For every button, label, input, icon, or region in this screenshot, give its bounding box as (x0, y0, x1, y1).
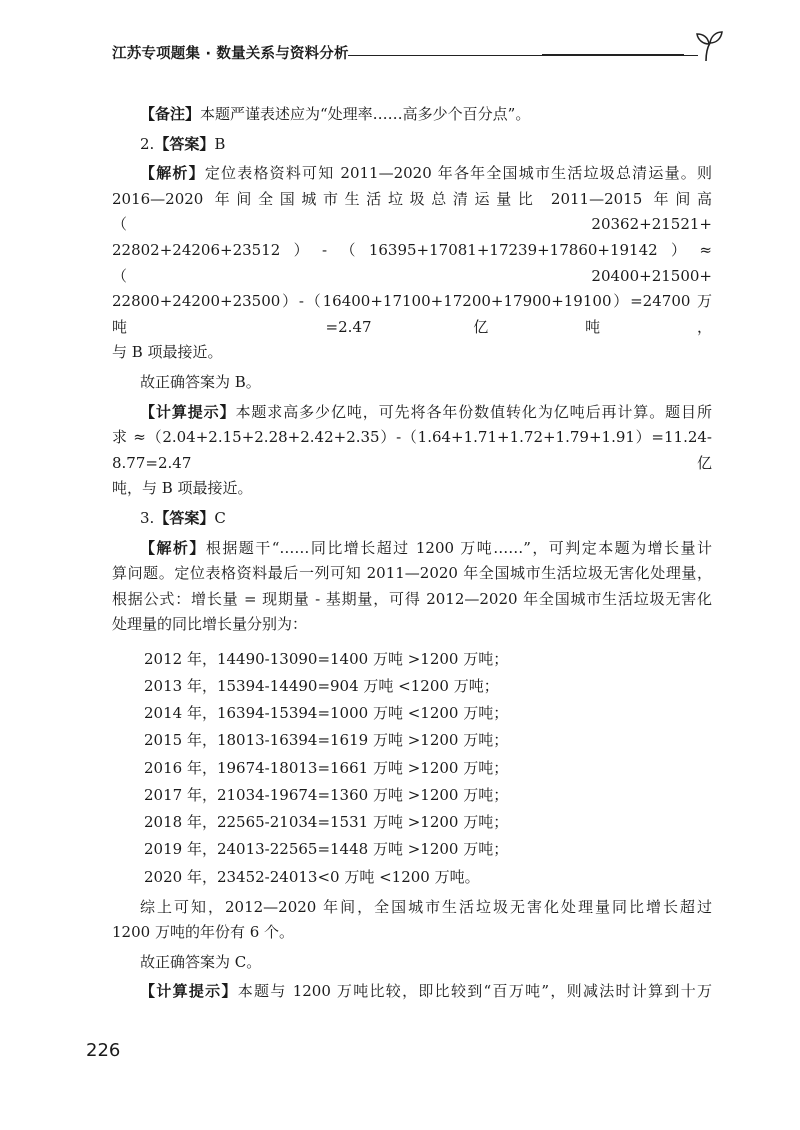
q2-tip-text-1: 本题求高多少亿吨，可先将各年份数值转化为亿吨后再计算。题目所 (235, 402, 712, 421)
q2-analysis-line-4: 22800+24200+23500）-（16400+17100+17200+17900+19100）=24700 万吨 =2.47 亿吨， (112, 292, 712, 336)
remark-paragraph (112, 102, 712, 128)
header-title: 江苏专项题集 · 数量关系与资料分析 (112, 46, 349, 62)
q3-tip-tag: 【计算提示】 (140, 982, 238, 1001)
page-content (112, 102, 712, 1005)
q3-calc-2016: 2016 年，19674-18013=1661 万吨 >1200 万吨； (144, 758, 509, 777)
page-number: 226 (86, 1040, 121, 1061)
q3-calc-2018: 2018 年，22565-21034=1531 万吨 >1200 万吨； (144, 813, 509, 832)
remark-tag: 【备注】 (140, 105, 201, 123)
q2-answer-tag: 【答案】 (154, 134, 215, 153)
q2-conclusion: 故正确答案为 B。 (140, 372, 261, 391)
q2-analysis-text-1: 定位表格资料可知 2011—2020 年各年全国城市生活垃圾总清运量。则 (204, 164, 712, 183)
q3-number: 3. (140, 508, 155, 527)
q2-analysis-line-5: 与 B 项最接近。 (112, 343, 223, 362)
q2-tip-line-1 (112, 400, 712, 426)
q2-tip-line-2: 求 ≈（2.04+2.15+2.28+2.42+2.35）-（1.64+1.71+1.72+1.79+1.91）=11.24-8.77=2.47 亿 (112, 428, 712, 472)
q3-tip-text: 本题与 1200 万吨比较，即比较到“百万吨”，则减法时计算到十万 (237, 982, 712, 1001)
q3-analysis-tag: 【解析】 (140, 538, 206, 557)
running-header (112, 28, 724, 62)
q2-tip-line-3: 吨，与 B 项最接近。 (112, 479, 253, 498)
q2-answer: B (214, 134, 226, 153)
q2-tip-tag: 【计算提示】 (140, 402, 236, 421)
q2-analysis-line-2: 2016—2020 年间全国城市生活垃圾总清运量比 2011—2015 年间高（20362+21521+ (112, 189, 712, 234)
q3-analysis-line-3: 根据公式：增长量 = 现期量 - 基期量，可得 2012—2020 年全国城市生活垃圾无害化 (112, 589, 712, 608)
q3-calc-2014: 2014 年，16394-15394=1000 万吨 <1200 万吨； (144, 704, 509, 723)
q3-analysis-line-1 (112, 536, 712, 562)
q3-answer: C (214, 508, 226, 527)
q3-summary-line-2: 1200 万吨的年份有 6 个。 (112, 923, 295, 942)
q3-answer-tag: 【答案】 (154, 508, 215, 527)
remark-text: 本题严谨表述应为“处理率……高多少个百分点”。 (200, 105, 531, 123)
q2-number: 2. (140, 134, 155, 153)
sprout-icon (694, 28, 724, 62)
q3-calc-2015: 2015 年，18013-16394=1619 万吨 >1200 万吨； (144, 731, 509, 750)
q2-analysis-line-1 (112, 161, 712, 187)
q3-calc-2019: 2019 年，24013-22565=1448 万吨 >1200 万吨； (144, 840, 509, 859)
q3-analysis-line-2: 算问题。定位表格资料最后一列可知 2011—2020 年全国城市生活垃圾无害化处理量， (112, 564, 712, 583)
q3-calc-2020: 2020 年，23452-24013<0 万吨 <1200 万吨。 (144, 867, 480, 886)
q2-analysis-line-3: 22802+24206+23512）-（16395+17081+17239+17860+19142）≈（20400+21500+ (112, 240, 712, 285)
q2-analysis-tag: 【解析】 (140, 164, 205, 183)
q3-tip-line (112, 979, 712, 1005)
q3-calc-2017: 2017 年，21034-19674=1360 万吨 >1200 万吨； (144, 785, 509, 804)
q3-calc-2013: 2013 年，15394-14490=904 万吨 <1200 万吨； (144, 677, 499, 696)
q3-calc-2012: 2012 年，14490-13090=1400 万吨 >1200 万吨； (144, 649, 509, 668)
q2-answer-line (112, 132, 712, 158)
q3-conclusion: 故正确答案为 C。 (140, 952, 262, 971)
q3-summary-line-1: 综上可知，2012—2020 年间，全国城市生活垃圾无害化处理量同比增长超过 (140, 897, 712, 916)
q3-analysis-text-1: 根据题干“……同比增长超过 1200 万吨……”，可判定本题为增长量计 (205, 538, 712, 557)
q3-answer-line (112, 506, 712, 532)
header-rule-accent (542, 54, 684, 56)
q3-analysis-line-4: 处理量的同比增长量分别为： (112, 615, 308, 634)
